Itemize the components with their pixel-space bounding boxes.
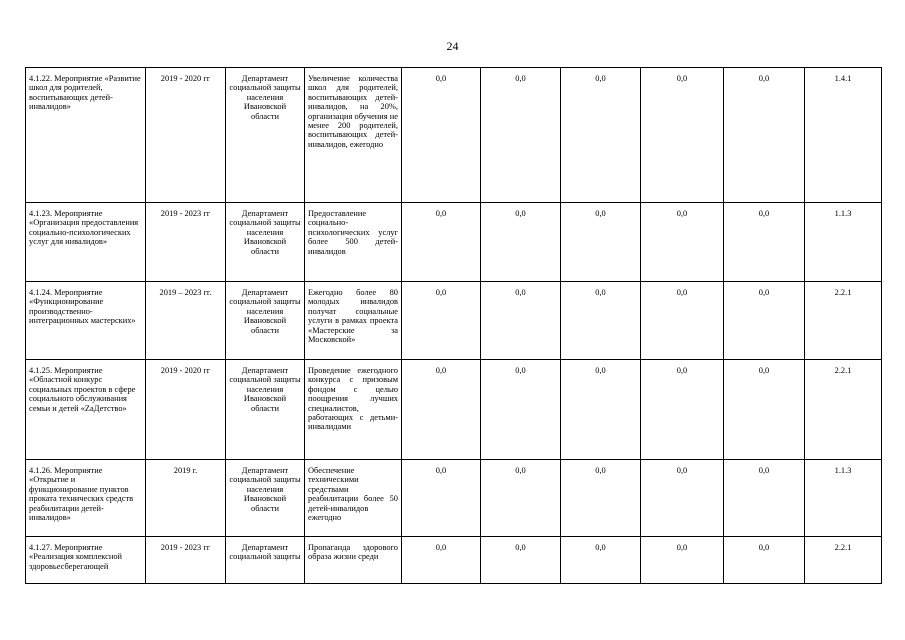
activity-result: Проведение ежегодного конкурса с призовым фондом с целью поощрения лучших специалистов, работающих с детьми-инвалидами <box>305 360 402 460</box>
funding-value-5: 0,0 <box>724 203 805 282</box>
activity-executor: Департамент социальной защиты <box>226 537 305 584</box>
funding-value-1: 0,0 <box>402 282 481 360</box>
funding-value-3: 0,0 <box>561 282 641 360</box>
funding-value-1: 0,0 <box>402 360 481 460</box>
indicator-code: 1.1.3 <box>805 203 882 282</box>
funding-value-3: 0,0 <box>561 360 641 460</box>
funding-value-3: 0,0 <box>561 68 641 203</box>
activity-executor: Департамент социальной защиты населения Ивановской области <box>226 282 305 360</box>
funding-value-3: 0,0 <box>561 460 641 537</box>
activity-name: 4.1.24. Мероприятие «Функционирование производственно-интеграционных мастерских» <box>26 282 146 360</box>
activity-period: 2019 - 2023 гг <box>146 203 226 282</box>
funding-value-2: 0,0 <box>481 460 561 537</box>
funding-value-4: 0,0 <box>641 68 724 203</box>
table-row <box>26 460 882 537</box>
funding-value-5: 0,0 <box>724 68 805 203</box>
funding-value-1: 0,0 <box>402 460 481 537</box>
activity-result: Пропаганда здорового образа жизни среди <box>305 537 402 584</box>
indicator-code: 1.4.1 <box>805 68 882 203</box>
funding-value-2: 0,0 <box>481 360 561 460</box>
funding-value-2: 0,0 <box>481 282 561 360</box>
funding-value-2: 0,0 <box>481 203 561 282</box>
activity-period: 2019 – 2023 гг. <box>146 282 226 360</box>
funding-value-5: 0,0 <box>724 282 805 360</box>
activity-period: 2019 г. <box>146 460 226 537</box>
funding-value-1: 0,0 <box>402 537 481 584</box>
activity-period: 2019 - 2020 гг <box>146 68 226 203</box>
activity-name: 4.1.27. Мероприятие «Реализация комплексной здоровьесберегающей <box>26 537 146 584</box>
activity-executor: Департамент социальной защиты населения Ивановской области <box>226 68 305 203</box>
program-activities-table <box>25 67 882 584</box>
table-row <box>26 360 882 460</box>
funding-value-4: 0,0 <box>641 360 724 460</box>
funding-value-4: 0,0 <box>641 282 724 360</box>
funding-value-4: 0,0 <box>641 537 724 584</box>
indicator-code: 2.2.1 <box>805 282 882 360</box>
table-row <box>26 68 882 203</box>
funding-value-4: 0,0 <box>641 203 724 282</box>
funding-value-3: 0,0 <box>561 203 641 282</box>
funding-value-2: 0,0 <box>481 68 561 203</box>
table-row <box>26 537 882 584</box>
activity-name: 4.1.26. Мероприятие «Открытие и функционирование пунктов проката технических средств реабилитации детей-инвалидов» <box>26 460 146 537</box>
funding-value-4: 0,0 <box>641 460 724 537</box>
activity-period: 2019 - 2020 гг <box>146 360 226 460</box>
funding-value-1: 0,0 <box>402 68 481 203</box>
funding-value-1: 0,0 <box>402 203 481 282</box>
activity-period: 2019 - 2023 гг <box>146 537 226 584</box>
indicator-code: 1.1.3 <box>805 460 882 537</box>
activity-executor: Департамент социальной защиты населения Ивановской области <box>226 360 305 460</box>
activity-result: Ежегодно более 80 молодых инвалидов получат социальные услуги в рамках проекта «Мастерские за Московской» <box>305 282 402 360</box>
funding-value-5: 0,0 <box>724 360 805 460</box>
activity-executor: Департамент социальной защиты населения Ивановской области <box>226 203 305 282</box>
indicator-code: 2.2.1 <box>805 360 882 460</box>
activity-name: 4.1.23. Мероприятие «Организация предоставления социально-психологических услуг для инвалидов» <box>26 203 146 282</box>
indicator-code: 2.2.1 <box>805 537 882 584</box>
activity-executor: Департамент социальной защиты населения Ивановской области <box>226 460 305 537</box>
funding-value-2: 0,0 <box>481 537 561 584</box>
funding-value-5: 0,0 <box>724 460 805 537</box>
activity-name: 4.1.25. Мероприятие «Областной конкурс социальных проектов в сфере социального обслуживания семьи и детей «ZaДетство» <box>26 360 146 460</box>
activity-result: Предоставление социально-психологических услуг более 500 детей-инвалидов <box>305 203 402 282</box>
activity-result: Обеспечение техническими средствами реабилитации более 50 детей-инвалидов ежегодно <box>305 460 402 537</box>
page-number: 24 <box>446 39 459 53</box>
activity-name: 4.1.22. Мероприятие «Развитие школ для родителей, воспитывающих детей-инвалидов» <box>26 68 146 203</box>
funding-value-5: 0,0 <box>724 537 805 584</box>
table-row <box>26 282 882 360</box>
funding-value-3: 0,0 <box>561 537 641 584</box>
activity-result: Увеличение количества школ для родителей, воспитывающих детей-инвалидов, на 20%, организация обучения не менее 200 родителей, воспитывающих детей-инвалидов, ежегодно <box>305 68 402 203</box>
table-row <box>26 203 882 282</box>
